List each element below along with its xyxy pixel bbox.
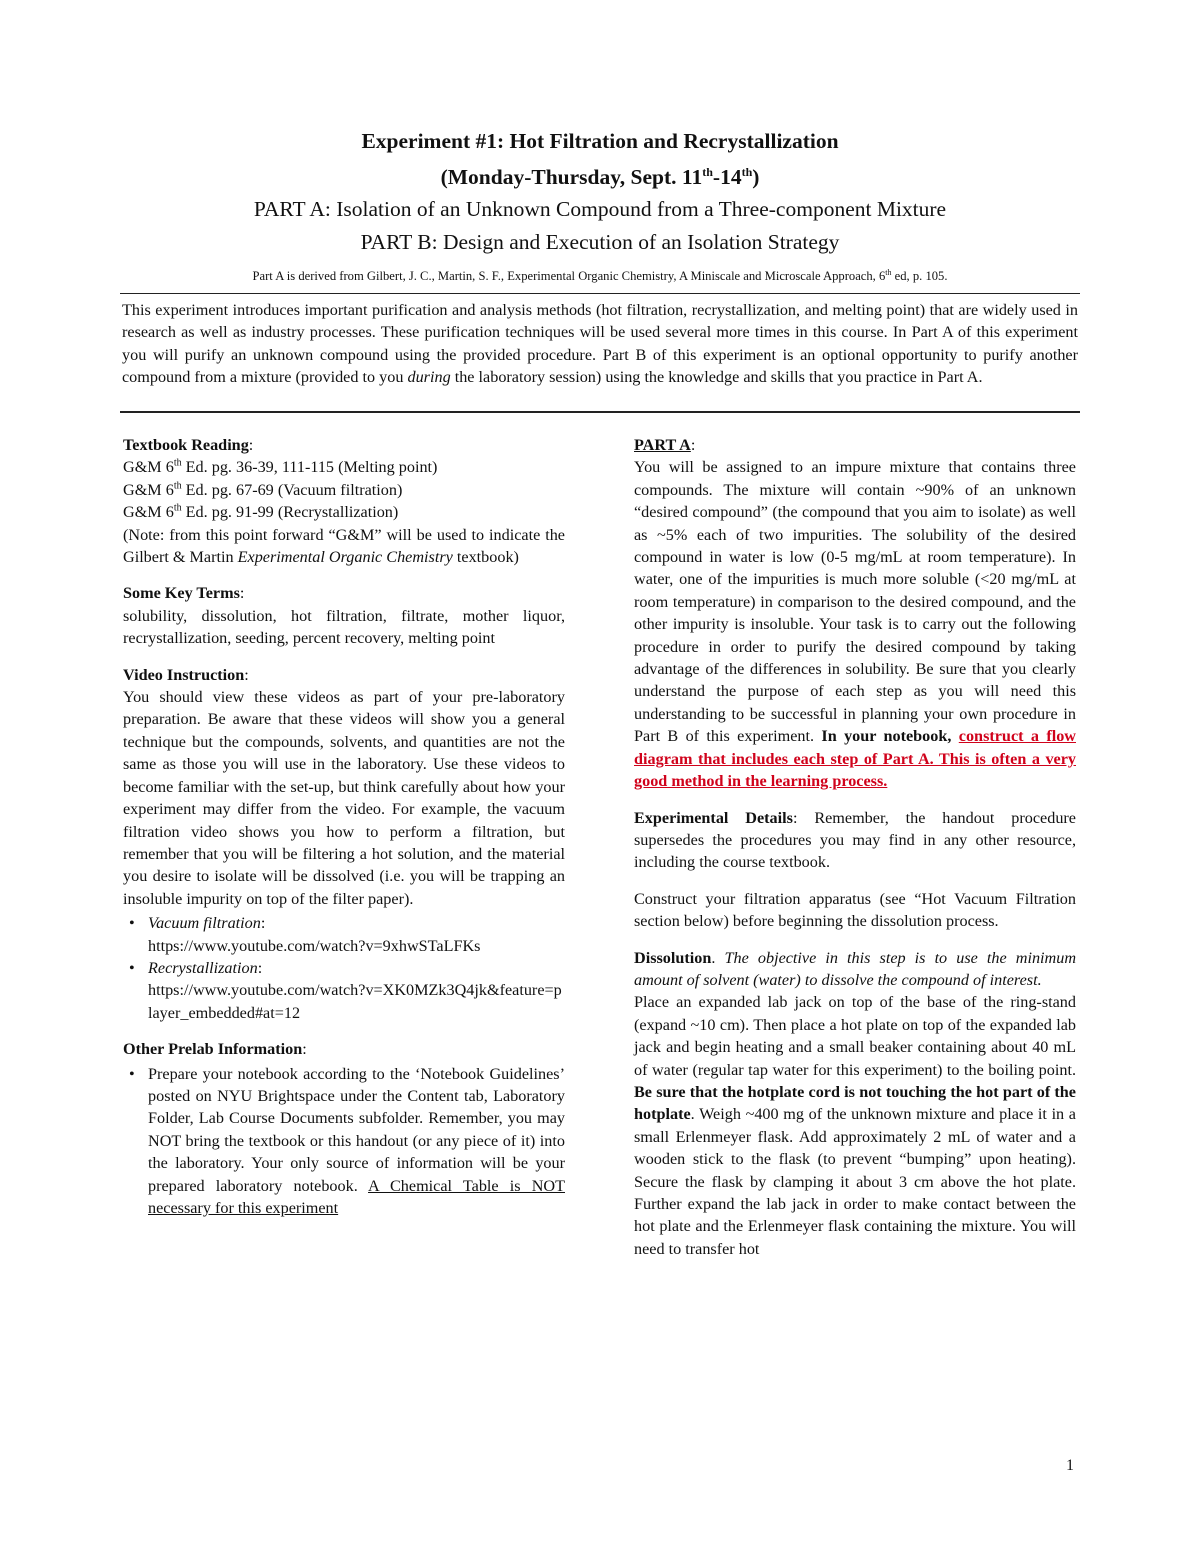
- key-terms-heading: Some Key Terms: [123, 584, 240, 603]
- bullet-icon: •: [129, 1064, 135, 1083]
- part-a-section-heading-line: PART A:: [634, 436, 696, 454]
- document-title: Experiment #1: Hot Filtration and Recrystallization: [361, 129, 839, 153]
- video-heading-line: Video Instruction:: [123, 665, 249, 684]
- textbook-reading-heading: Textbook Reading: [123, 436, 249, 454]
- right-column: [634, 434, 1076, 1260]
- other-prelab-heading: Other Prelab Information: [123, 1040, 303, 1059]
- experimental-details-paragraph: Experimental Details: Remember, the handout procedure supersedes the procedures you may find in any other resource, including the course textbook.: [634, 808, 1076, 872]
- reading-line: G&M 6th Ed. pg. 36-39, 111-115 (Melting point): [123, 458, 438, 477]
- left-column: [123, 434, 565, 1219]
- reading-line: G&M 6th Ed. pg. 91-99 (Recrystallization): [123, 502, 399, 522]
- other-prelab-heading-line: Other Prelab Information:: [123, 1040, 307, 1059]
- list-item: • Prepare your notebook according to the ‘Notebook Guidelines’ posted on NYU Brightspace under the Content tab, Laboratory Folder, Lab Course Documents subfolder. Remember, you may NOT bring the textbook or this handout (or any piece of it) into the laboratory. Your only source of information will be your prepared laboratory notebook. A Chemical Table is NOT necessary for this experiment: [129, 1064, 565, 1217]
- source-citation: Part A is derived from Gilbert, J. C., Martin, S. F., Experimental Organic Chemistry, A Miniscale and Microscale Approach, 6th ed, p. 105.: [252, 268, 948, 284]
- chemical-table-note: A Chemical Table is NOT necessary for this experiment: [148, 1176, 565, 1217]
- video-instruction-heading: Video Instruction: [123, 665, 245, 684]
- bullet-icon: •: [129, 914, 135, 933]
- part-a-heading: PART A: Isolation of an Unknown Compound from a Three-component Mixture: [253, 197, 947, 222]
- intro-paragraph: This experiment introduces important purification and analysis methods (hot filtration, recrystallization, and melting point) that are widely used in research as well as industry processes. These purification techniques will be used several more times in this course. In Part A of this experiment you will purify an unknown compound using the provided procedure. Part B of this experiment is an optional opportunity to purify another compound from a mixture (provided to you during the laboratory session) using the knowledge and skills that you practice in Part A.: [122, 301, 1078, 387]
- video-link-label: Vacuum filtration: [148, 914, 261, 933]
- page-number: 1: [1066, 1457, 1074, 1474]
- other-prelab-list: [123, 1063, 565, 1220]
- video-link-label: Recrystallization: [148, 958, 258, 977]
- key-terms-heading-line: Some Key Terms:: [123, 584, 245, 603]
- reading-line: G&M 6th Ed. pg. 67-69 (Vacuum filtration): [123, 480, 403, 499]
- video-links-list: [123, 912, 565, 1024]
- textbook-note: (Note: from this point forward “G&M” will be used to indicate the Gilbert & Martin Experimental Organic Chemistry textbook): [123, 525, 565, 567]
- part-a-section-heading: PART A: [634, 436, 691, 454]
- top-divider: [120, 293, 1080, 294]
- dissolution-procedure: Place an expanded lab jack on top of the base of the ring-stand (expand ~10 cm). Then place a hot plate on top of the expanded lab jack and begin heating and a small beaker containing about 40 mL of water (regular tap water for this experiment) to the boiling point. Be sure that the hotplate cord is not touching the hot part of the hotplate. Weigh ~400 mg of the unknown mixture and place it in a small Erlenmeyer flask. Add approximately 2 mL of water and a wooden stick to the flask (to prevent “bumping” upon heating). Secure the flask by clamping it about 3 cm above the hot plate. Further expand the lab jack in order to make contact between the hot plate and the Erlenmeyer flask containing the mixture. You will need to transfer hot: [634, 993, 1076, 1258]
- part-a-text: You will be assigned to an impure mixture that contains three compounds. The mixture will contain ~90% of an unknown “desired compound” (the compound that you aim to isolate) as well as ~5% each of two impurities. The solubility of the desired compound in water is low (0-5 mg/mL at room temperature). In water, one of the impurities is much more soluble (<20 mg/mL at room temperature) in comparison to the desired compound, and the other impurity is insoluble. Your task is to carry out the following procedure in order to purify the desired compound by taking advantage of the differences in solubility. Be sure that you clearly understand the purpose of each step as you will need this understanding to be successful in planning your own procedure in Part B of this experiment. In your notebook, construct a flow diagram that includes each step of Part A. This is often a very good method in the learning process.: [634, 458, 1076, 791]
- dissolution-heading: Dissolution: [634, 948, 712, 967]
- list-item: • Recrystallization: https://www.youtube.com/watch?v=XK0MZk3Q4jk&feature=player_embedded#at=12: [129, 958, 562, 1022]
- video-link-url[interactable]: https://www.youtube.com/watch?v=XK0MZk3Q4jk&feature=player_embedded#at=12: [148, 981, 562, 1022]
- intro-divider: [120, 411, 1080, 413]
- experimental-details-heading: Experimental Details: [634, 808, 793, 827]
- list-item: • Vacuum filtration: https://www.youtube.com/watch?v=9xhwSTaLFKs: [129, 914, 481, 955]
- flow-diagram-instruction: construct a flow diagram that includes each step of Part A. This is often a very good method in the learning process.: [634, 727, 1076, 791]
- video-link-url[interactable]: https://www.youtube.com/watch?v=9xhwSTaLFKs: [148, 936, 481, 955]
- part-b-heading: PART B: Design and Execution of an Isolation Strategy: [360, 230, 840, 255]
- video-instruction-text: You should view these videos as part of your pre-laboratory preparation. Be aware that these videos will show you a general technique but the compounds, solvents, and quantities are not the same as those you will use in the laboratory. Use these videos to become familiar with the set-up, but think carefully about how your experiment may differ from the video. For example, the vacuum filtration video shows you how to perform a filtration, but remember that you will be filtering a hot solution, and the material you desire to isolate will be dissolved (i.e. you will be trapping an insoluble impurity on top of the filter paper).: [123, 688, 565, 908]
- session-dates: (Monday-Thursday, Sept. 11th-14th): [440, 165, 760, 190]
- dissolution-paragraph: Dissolution. The objective in this step is to use the minimum amount of solvent (water) to dissolve the compound of interest.: [634, 948, 1077, 989]
- key-terms-text: solubility, dissolution, hot filtration, filtrate, mother liquor, recrystallization, seeding, percent recovery, melting point: [123, 606, 565, 648]
- construct-apparatus-paragraph: Construct your filtration apparatus (see “Hot Vacuum Filtration section below) before beginning the dissolution process.: [634, 889, 1076, 931]
- document-header: [122, 126, 1078, 259]
- textbook-reading-section: Textbook Reading:: [123, 436, 254, 454]
- bullet-icon: •: [129, 958, 135, 977]
